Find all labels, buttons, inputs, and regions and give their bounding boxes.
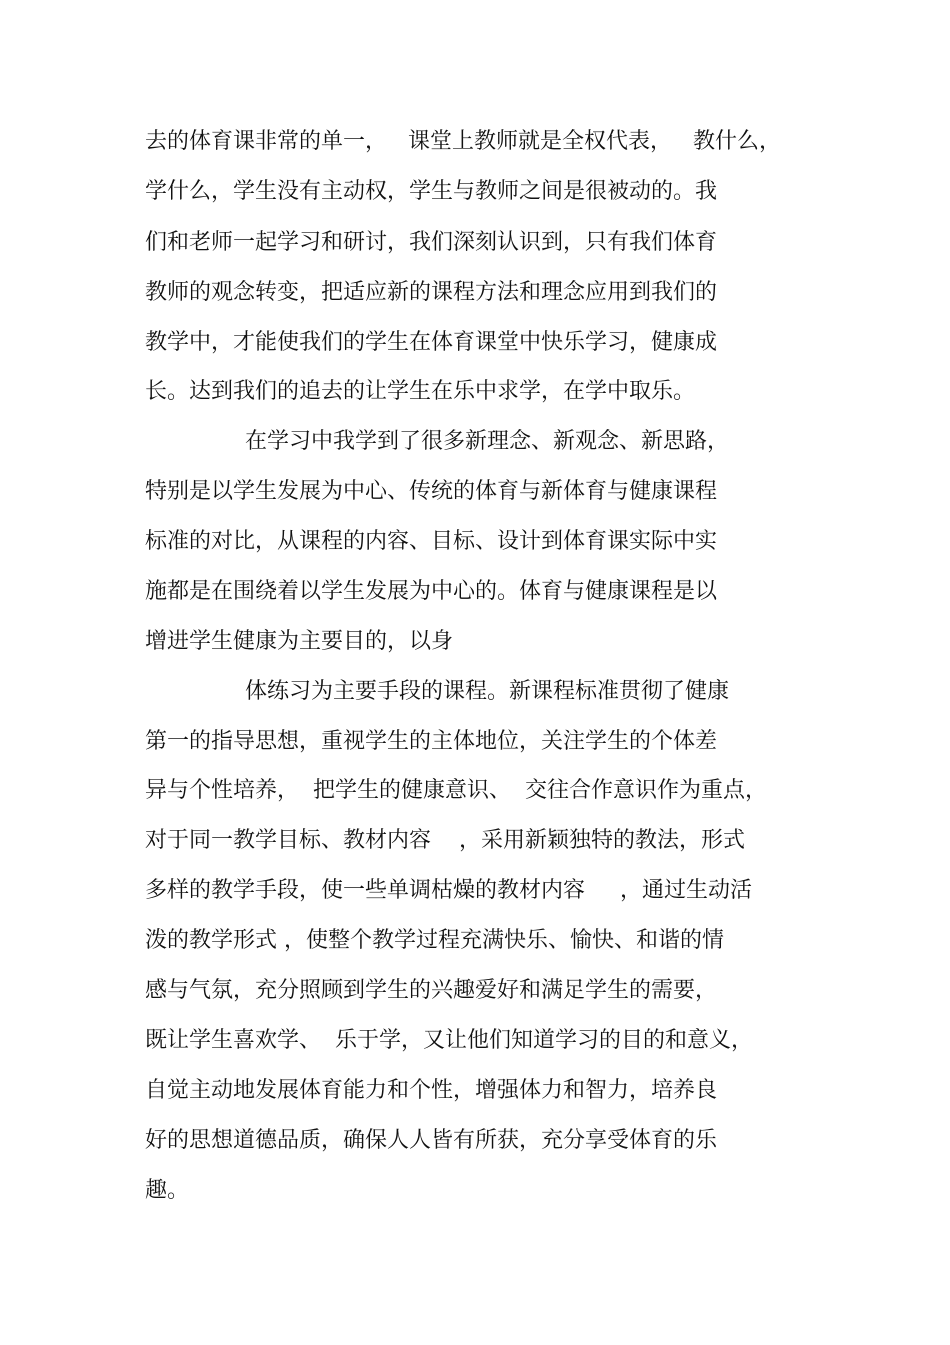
text-line: 标准的对比，从课程的内容、目标、设计到体育课实际中实 xyxy=(145,529,718,554)
paragraph-start-line: 体练习为主要手段的课程。新课程标准贯彻了健康 xyxy=(245,679,730,704)
text-line: 施都是在围绕着以学生发展为中心的。体育与健康课程是以 xyxy=(145,579,718,604)
text-line: 既让学生喜欢学、 乐于学，又让他们知道学习的目的和意义， xyxy=(145,1028,753,1053)
text-line: 泼的教学形式 ，使整个教学过程充满快乐、愉快、和谐的情 xyxy=(145,928,724,953)
text-line: 好的思想道德品质，确保人人皆有所获，充分享受体育的乐 xyxy=(145,1128,718,1153)
text-line: 多样的教学手段，使一些单调枯燥的教材内容 ，通过生动活 xyxy=(145,878,752,903)
text-line: 感与气氛，充分照顾到学生的兴趣爱好和满足学生的需要， xyxy=(145,978,718,1003)
text-line: 长。达到我们的追去的让学生在乐中求学，在学中取乐。 xyxy=(145,379,696,404)
paragraph-start-line: 在学习中我学到了很多新理念、新观念、新思路， xyxy=(245,429,730,454)
text-line: 对于同一教学目标、教材内容 ，采用新颖独特的教法，形式 xyxy=(145,828,745,853)
text-line: 去的体育课非常的单一， 课堂上教师就是全权代表， 教什么， xyxy=(145,129,781,154)
text-line: 教学中，才能使我们的学生在体育课堂中快乐学习，健康成 xyxy=(145,330,718,355)
text-line: 趣。 xyxy=(145,1178,190,1203)
text-line: 增进学生健康为主要目的，以身 xyxy=(145,629,454,654)
text-line: 学什么，学生没有主动权，学生与教师之间是很被动的。我 xyxy=(145,179,718,204)
text-line: 们和老师一起学习和研讨，我们深刻认识到，只有我们体育 xyxy=(145,230,718,255)
text-line: 第一的指导思想，重视学生的主体地位，关注学生的个体差 xyxy=(145,729,718,754)
text-line: 异与个性培养， 把学生的健康意识、 交往合作意识作为重点， xyxy=(145,778,767,803)
text-line: 特别是以学生发展为中心、传统的体育与新体育与健康课程 xyxy=(145,479,718,504)
text-line: 教师的观念转变，把适应新的课程方法和理念应用到我们的 xyxy=(145,280,718,305)
text-line: 自觉主动地发展体育能力和个性，增强体力和智力，培养良 xyxy=(145,1078,718,1103)
